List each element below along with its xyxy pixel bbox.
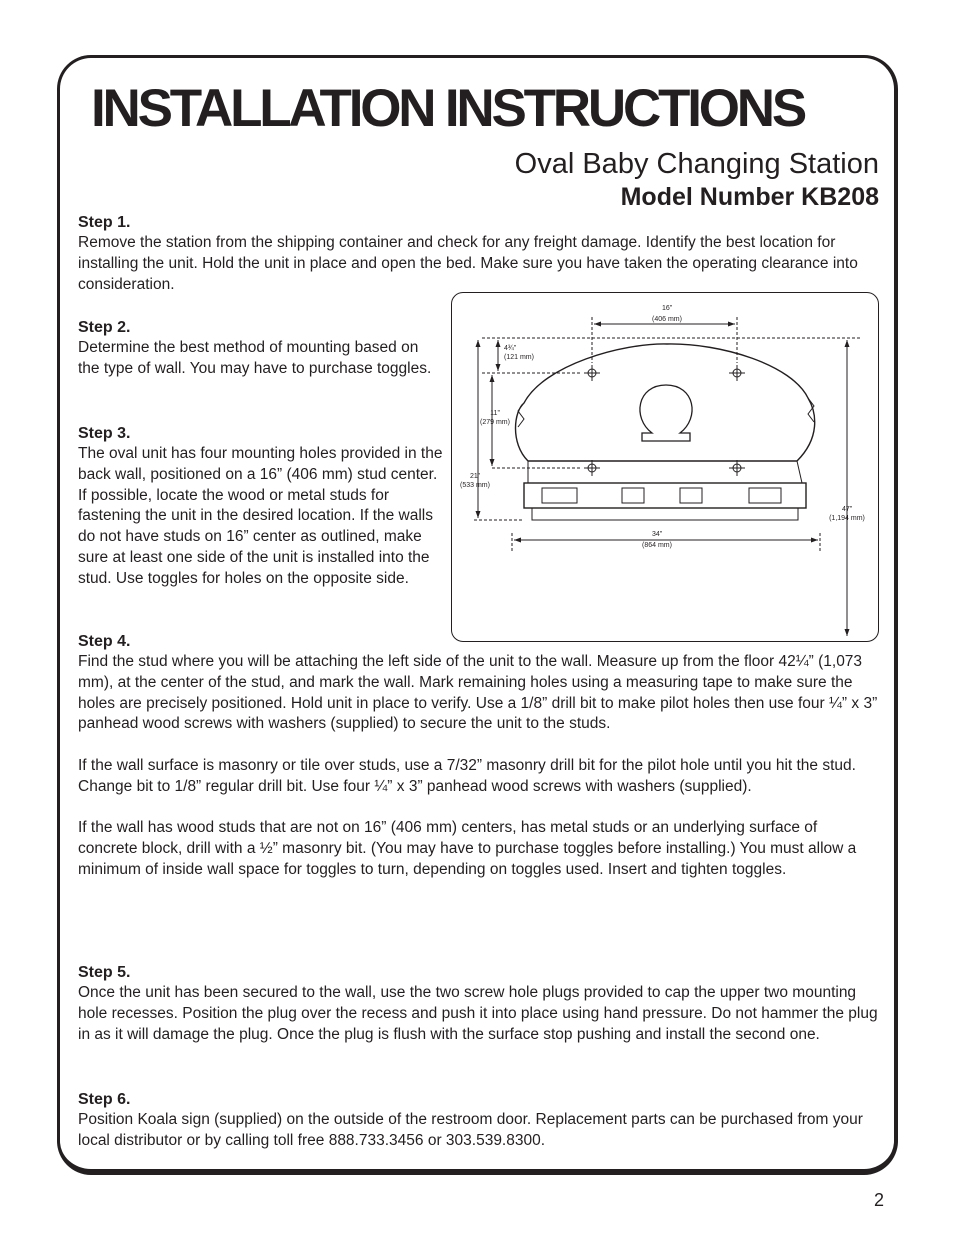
mounting-holes	[584, 365, 745, 476]
dim-hole-spacing-label: 16”	[661, 305, 673, 312]
dim-hole-vertical-mm-label: (279 mm)	[480, 419, 510, 426]
dim-body-height-label: 21”	[469, 473, 481, 480]
step-4	[78, 631, 878, 881]
step-3	[78, 423, 444, 590]
product-name: Oval Baby Changing Station	[514, 148, 879, 180]
step-1-heading: Step 1.	[78, 214, 131, 231]
dim-total-height-label: 47”	[841, 506, 853, 513]
step-3-heading: Step 3.	[78, 425, 131, 442]
diagram-drawing	[452, 293, 880, 643]
step-4-text-1: Find the stud where you will be attaching the left side of the unit to the wall. Measure up from the floor 42¼” (1,073 mm), at the center of the stud, and mark the wall. Mark remaining holes using a measuring tape to make sure the holes are precisely positioned. Hold unit in place to verify. Use a 1/8” drill bit to make pilot holes then use four ¼” x 3” panhead wood screws with washers (supplied) to secure the unit to the studs.	[78, 653, 878, 733]
dim-total-height-mm-label: (1,194 mm)	[829, 515, 865, 522]
step-5-heading: Step 5.	[78, 964, 131, 981]
step-2-text: Determine the best method of mounting based on the type of wall. You may have to purchase toggles.	[78, 339, 432, 377]
dim-width-mm-label: (864 mm)	[642, 542, 672, 549]
dim-top-offset-mm-label: (121 mm)	[504, 354, 534, 361]
page-number: 2	[873, 1190, 884, 1210]
dim-hole-vertical-label: 11”	[490, 410, 500, 417]
step-4-heading: Step 4.	[78, 633, 131, 650]
step-5	[78, 962, 878, 1045]
step-6-heading: Step 6.	[78, 1091, 131, 1108]
dim-body-height-mm-label: (533 mm)	[460, 482, 490, 489]
step-5-text: Once the unit has been secured to the wall, use the two screw hole plugs provided to cap the upper two mounting hole recesses. Position the plug over the recess and push it into place using hand pressure. Do not hammer the plug in as it will damage the plug. Once the plug is flush with the surface stop pushing and install the second one.	[78, 984, 878, 1043]
dim-width-label: 34”	[651, 531, 663, 538]
step-1	[78, 212, 878, 295]
step-4-text-3: If the wall has wood studs that are not on 16” (406 mm) centers, has metal studs or an underlying surface of concrete block, drill with a ½” masonry bit. (You may have to purchase toggles before installing.) You must allow a minimum of inside wall space for toggles to turn, depending on toggles used. Insert and tighten toggles.	[78, 819, 857, 878]
koala-window	[640, 385, 692, 441]
step-2-heading: Step 2.	[78, 319, 131, 336]
step-4-text-2: If the wall surface is masonry or tile over studs, use a 7/32” masonry drill bit for the pilot hole until you hit the stud. Change bit to 1/8” regular drill bit. Use four ¼” x 3” panhead wood screws with washers (supplied).	[78, 756, 856, 795]
dim-hole-spacing-mm-label: (406 mm)	[652, 316, 682, 323]
step-1-text: Remove the station from the shipping container and check for any freight damage. Identify the best location for installing the unit. Hold the unit in place and open the bed. Make sure you have taken the operating clearance into consideration.	[78, 234, 858, 293]
step-3-text: The oval unit has four mounting holes provided in the back wall, positioned on a 16” (406 mm) stud center. If possible, locate the wood or metal studs for fastening the unit in the desired location. If the walls do not have studs on 16” center as outlined, make sure at least one side of the unit is installed into the stud. Use toggles for holes on the opposite side.	[78, 445, 443, 587]
step-6	[78, 1089, 878, 1152]
model-number: Model Number KB208	[620, 183, 879, 211]
page-title: INSTALLATION INSTRUCTIONS	[91, 79, 804, 138]
step-2	[78, 317, 440, 380]
oval-back-wall	[516, 344, 815, 461]
step-6-text: Position Koala sign (supplied) on the outside of the restroom door. Replacement parts can be purchased from your local distributor or by calling toll free 888.733.3456 or 303.539.8300.	[78, 1111, 863, 1149]
dim-top-offset-label: 4¾”	[504, 345, 517, 352]
installation-diagram	[451, 292, 879, 642]
